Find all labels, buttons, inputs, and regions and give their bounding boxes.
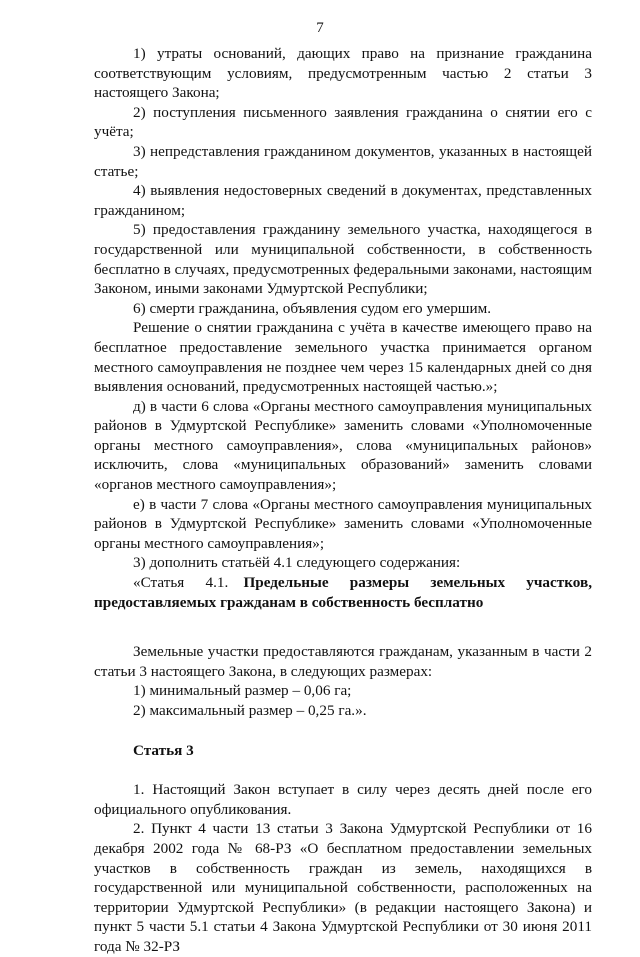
- article-4-1-heading: Предельные размеры земельных участков, предоставляемых гражданам в собственность бесплатно: [94, 574, 592, 611]
- paragraph-max-size: 2) максимальный размер – 0,25 га.».: [133, 702, 367, 719]
- page-number: 7: [316, 20, 324, 36]
- paragraph-item-6: 6) смерти гражданина, объявления судом его умершим.: [133, 299, 492, 317]
- article-4-1-prefix: «Статья 4.1.: [133, 574, 229, 592]
- paragraph-item-1: 1) утраты оснований, дающих право на признание гражданина соответствующим условиям, предусмотренным частью 2 статьи 3 настоящего Закона;: [94, 45, 592, 102]
- paragraph-item-3: 3) непредставления гражданином документов, указанных в настоящей статье;: [94, 142, 592, 180]
- article-3-heading: Статья 3: [133, 741, 194, 759]
- paragraph-entry-into-force: 1. Настоящий Закон вступает в силу через десять дней после его официального опубликования.: [94, 781, 592, 818]
- paragraph-d: д) в части 6 слова «Органы местного самоуправления муниципальных районов в Удмуртской Республике» заменить словами «Уполномоченные органы местного самоуправления», слова «муниципальных районов» исключить, слова «муниципальных образований» заменить словами «органов местного самоуправления»;: [94, 397, 592, 494]
- article-4-1-title: [94, 573, 592, 612]
- paragraph-decision: Решение о снятии гражданина с учёта в качестве имеющего право на бесплатное предоставление земельного участка принимается органом местного самоуправления не позднее чем через 15 календарных дней со дня выявления оснований, предусмотренных настоящей частью.»;: [94, 319, 592, 396]
- paragraph-land-sizes: Земельные участки предоставляются гражданам, указанным в части 2 статьи 3 настоящего Закона, в следующих размерах:: [94, 643, 592, 680]
- paragraph-e: е) в части 7 слова «Органы местного самоуправления муниципальных районов в Удмуртской Республике» заменить словами «Уполномоченные органы местного самоуправления»;: [94, 495, 592, 552]
- paragraph-item-2: 2) поступления письменного заявления гражданина о снятии его с учёта;: [94, 103, 592, 141]
- document-body: [94, 44, 592, 957]
- paragraph-min-size: 1) минимальный размер – 0,06 га;: [133, 682, 352, 700]
- paragraph-add-article: 3) дополнить статьёй 4.1 следующего содержания:: [133, 554, 461, 572]
- paragraph-amendment: 2. Пункт 4 части 13 статьи 3 Закона Удмуртской Республики от 16 декабря 2002 года № 68-РЗ «О бесплатном предоставлении земельных участков в собственность граждан из земель, находящихся в государственной или муниципальной собственности, расположенных на территории Удмуртской Республики» (в редакции настоящего Закона) и пункт 5 части 5.1 статьи 4 Закона Удмуртской Республики от 30 июня 2011 года № 32-РЗ: [94, 820, 592, 955]
- paragraph-item-4: 4) выявления недостоверных сведений в документах, представленных гражданином;: [94, 182, 592, 219]
- paragraph-item-5: 5) предоставления гражданину земельного участка, находящегося в государственной или муниципальной собственности, в собственность бесплатно в случаях, предусмотренных федеральными законами, настоящим Законом, иными законами Удмуртской Республики;: [94, 221, 592, 298]
